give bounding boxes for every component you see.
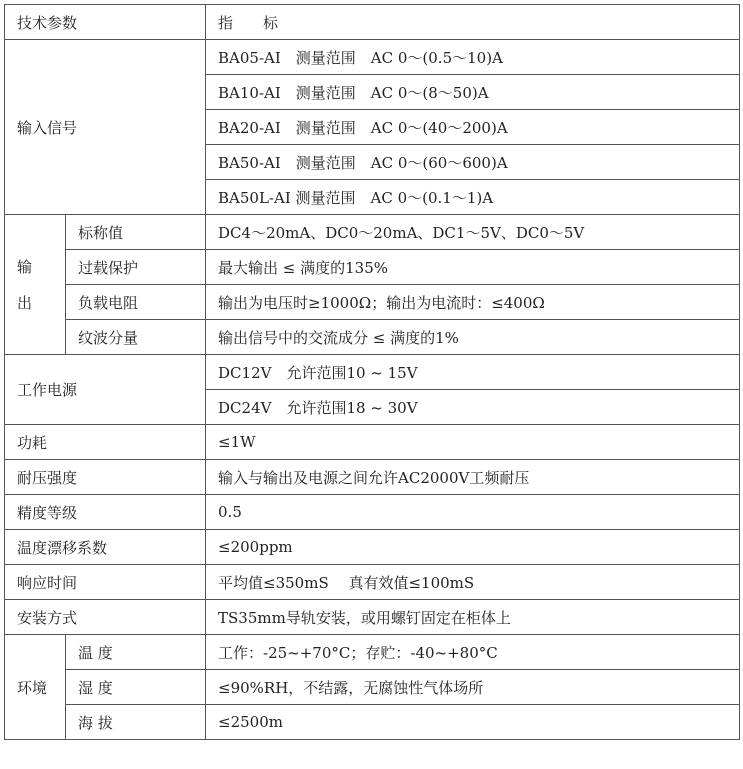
table-row <box>5 635 740 670</box>
table-row <box>5 565 740 600</box>
table-row <box>5 705 740 740</box>
output-label-char: 出 <box>17 293 33 312</box>
output-param-value: 输出信号中的交流成分 ≤ 满度的1% <box>206 320 740 355</box>
param-name: 耐压强度 <box>5 460 206 495</box>
power-value: DC12V 允许范围10 ~ 15V <box>206 355 740 390</box>
param-value: ≤1W <box>206 425 740 460</box>
table-row <box>5 250 740 285</box>
environment-param-name: 海 拔 <box>66 705 206 740</box>
table-row <box>5 40 740 75</box>
input-signal-value: BA50L-AI 测量范围 AC 0～(0.1～1)A <box>206 180 740 215</box>
output-param-value: 最大输出 ≤ 满度的135% <box>206 250 740 285</box>
param-name: 功耗 <box>5 425 206 460</box>
power-label: 工作电源 <box>5 355 206 425</box>
table-row <box>5 320 740 355</box>
table-row <box>5 355 740 390</box>
table-row <box>5 460 740 495</box>
header-row <box>5 5 740 40</box>
param-value: 输入与输出及电源之间允许AC2000V工频耐压 <box>206 460 740 495</box>
output-param-name: 过载保护 <box>66 250 206 285</box>
header-indicator: 指 标 <box>206 5 740 40</box>
input-signal-value: BA05-AI 测量范围 AC 0～(0.5～10)A <box>206 40 740 75</box>
output-param-value: DC4～20mA、DC0～20mA、DC1～5V、DC0～5V <box>206 215 740 250</box>
table-row <box>5 495 740 530</box>
input-signal-label: 输入信号 <box>5 40 206 215</box>
output-label <box>5 215 66 355</box>
param-value: 0.5 <box>206 495 740 530</box>
environment-param-value: ≤2500m <box>206 705 740 740</box>
input-signal-value: BA50-AI 测量范围 AC 0～(60～600)A <box>206 145 740 180</box>
param-name: 响应时间 <box>5 565 206 600</box>
environment-param-value: ≤90%RH，不结露，无腐蚀性气体场所 <box>206 670 740 705</box>
table-row <box>5 530 740 565</box>
input-signal-value: BA20-AI 测量范围 AC 0～(40～200)A <box>206 110 740 145</box>
output-param-name: 纹波分量 <box>66 320 206 355</box>
input-signal-value: BA10-AI 测量范围 AC 0～(8～50)A <box>206 75 740 110</box>
table-row <box>5 670 740 705</box>
table-row <box>5 425 740 460</box>
param-name: 精度等级 <box>5 495 206 530</box>
table-row <box>5 285 740 320</box>
param-value: ≤200ppm <box>206 530 740 565</box>
output-label-char: 输 <box>17 257 33 276</box>
environment-param-name: 湿 度 <box>66 670 206 705</box>
power-value: DC24V 允许范围18 ~ 30V <box>206 390 740 425</box>
output-param-value: 输出为电压时≥1000Ω；输出为电流时：≤400Ω <box>206 285 740 320</box>
param-value: 平均值≤350mS 真有效值≤100mS <box>206 565 740 600</box>
spec-table <box>4 4 740 740</box>
environment-param-name: 温 度 <box>66 635 206 670</box>
param-name: 安装方式 <box>5 600 206 635</box>
environment-label: 环境 <box>5 635 66 740</box>
header-param: 技术参数 <box>5 5 206 40</box>
output-param-name: 负载电阻 <box>66 285 206 320</box>
output-param-name: 标称值 <box>66 215 206 250</box>
param-value: TS35mm导轨安装，或用螺钉固定在柜体上 <box>206 600 740 635</box>
table-row <box>5 215 740 250</box>
table-row <box>5 600 740 635</box>
param-name: 温度漂移系数 <box>5 530 206 565</box>
environment-param-value: 工作：-25~+70°C；存贮：-40~+80°C <box>206 635 740 670</box>
